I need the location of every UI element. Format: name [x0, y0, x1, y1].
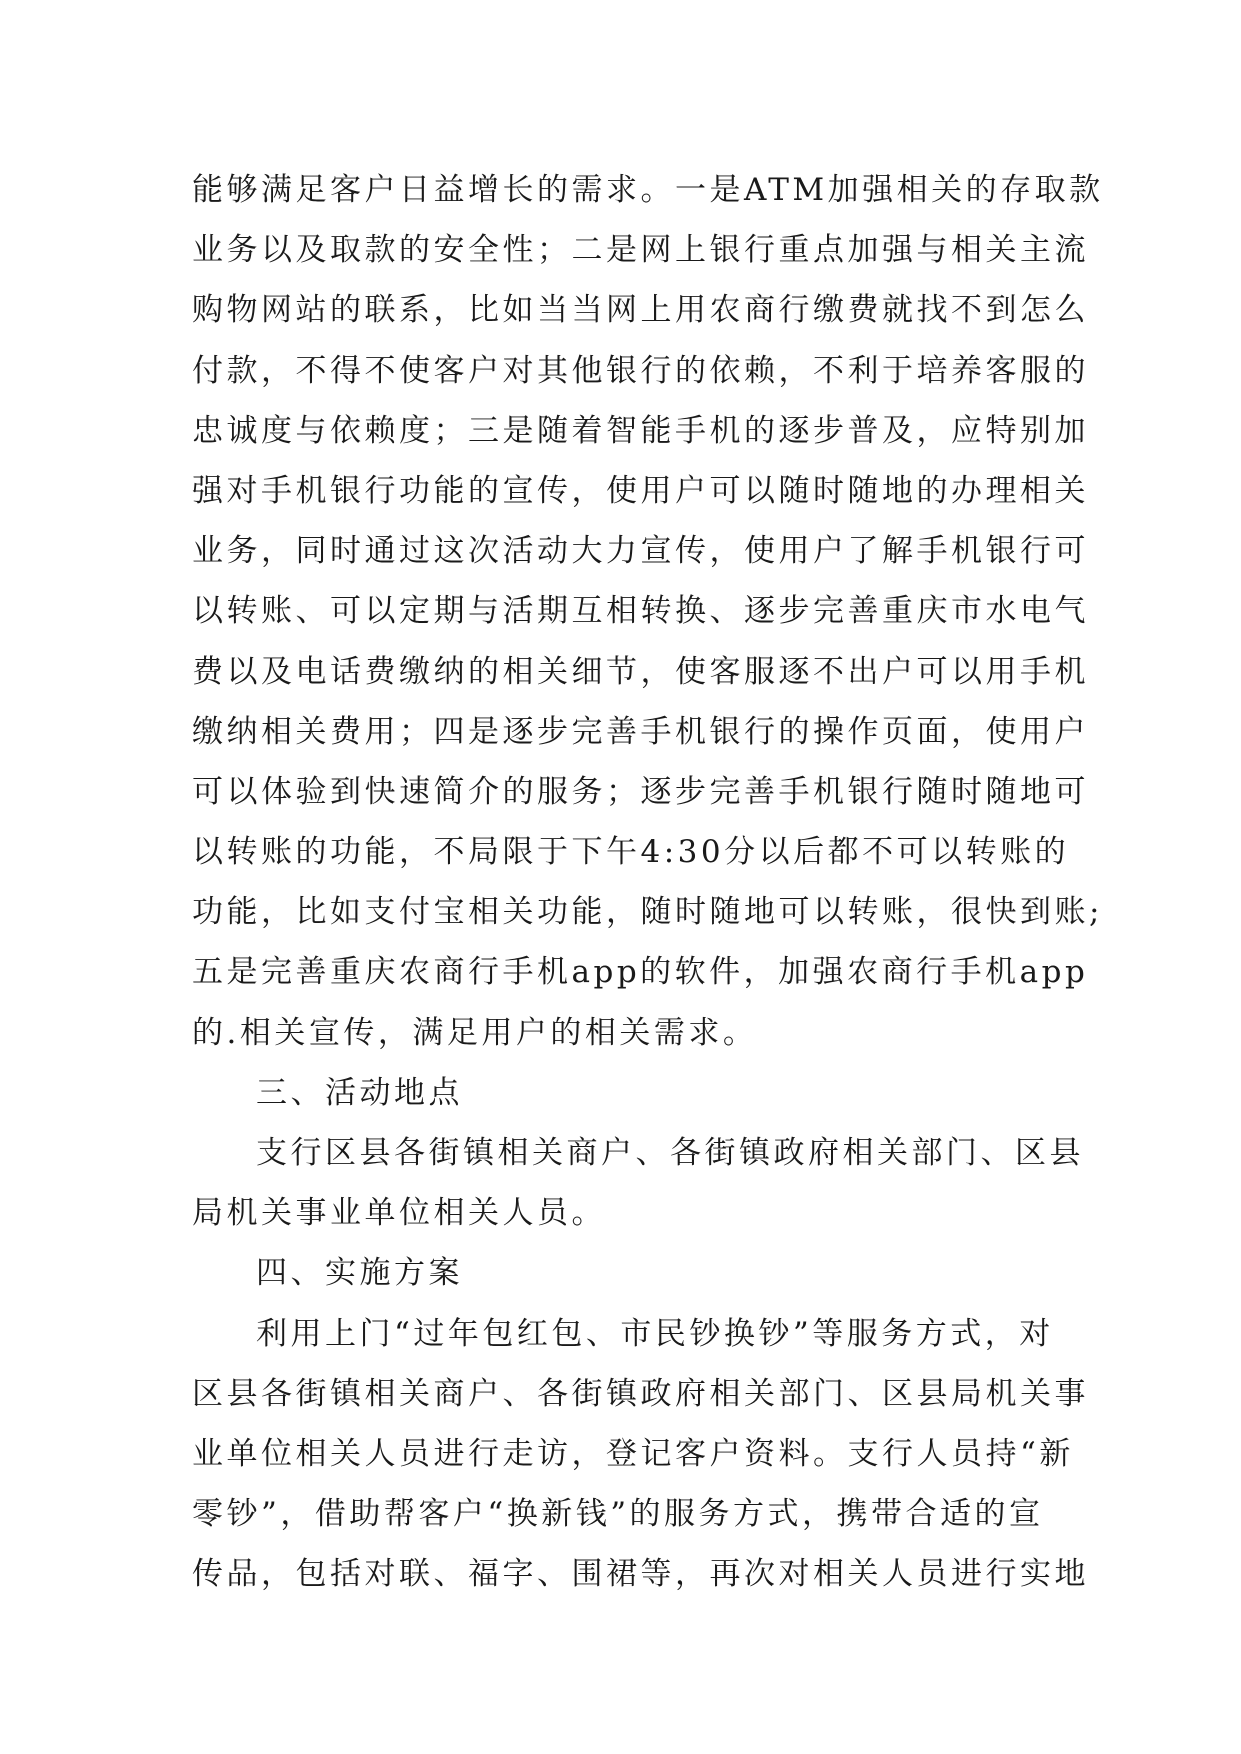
text-line: 五是完善重庆农商行手机app的软件，加强农商行手机app [192, 954, 1089, 991]
paragraph-first-line: 支行区县各街镇相关商户、各街镇政府相关部门、区县 [256, 1135, 1084, 1171]
text-line: 以转账、可以定期与活期互相转换、逐步完善重庆市水电气 [192, 593, 1089, 630]
body-text [192, 160, 1104, 1605]
paragraph-first-line: 利用上门“过年包红包、市民钞换钞”等服务方式，对 [256, 1315, 1054, 1352]
text-line: 费以及电话费缴纳的相关细节，使客服逐不出户可以用手机 [192, 653, 1089, 690]
text-line: 以转账的功能，不局限于下午4:30分以后都不可以转账的 [192, 834, 1070, 871]
section-heading: 三、活动地点 [256, 1074, 463, 1111]
text-line: 的.相关宣传，满足用户的相关需求。 [192, 1014, 758, 1051]
text-line: 区县各街镇相关商户、各街镇政府相关部门、区县局机关事 [192, 1375, 1089, 1412]
text-line: 零钞”，借助帮客户“换新钱”的服务方式，携带合适的宣 [192, 1496, 1044, 1533]
text-line: 付款，不得不使客户对其他银行的依赖，不利于培养客服的 [192, 352, 1089, 389]
section-heading: 四、实施方案 [256, 1255, 463, 1292]
text-line: 传品，包括对联、福字、围裙等，再次对相关人员进行实地 [192, 1556, 1089, 1593]
text-line: 缴纳相关费用；四是逐步完善手机银行的操作页面，使用户 [192, 713, 1089, 750]
text-line: 强对手机银行功能的宣传，使用户可以随时随地的办理相关 [192, 472, 1089, 509]
text-line: 能够满足客户日益增长的需求。一是ATM加强相关的存取款 [192, 172, 1104, 208]
text-line: 业单位相关人员进行走访，登记客户资料。支行人员持“新 [192, 1435, 1074, 1472]
text-line: 局机关事业单位相关人员。 [192, 1195, 606, 1232]
text-line: 功能，比如支付宝相关功能，随时随地可以转账，很快到账; [192, 894, 1103, 931]
text-line: 业务以及取款的安全性；二是网上银行重点加强与相关主流 [192, 232, 1089, 269]
text-line: 可以体验到快速简介的服务；逐步完善手机银行随时随地可 [192, 773, 1089, 810]
text-line: 购物网站的联系，比如当当网上用农商行缴费就找不到怎么 [192, 292, 1089, 329]
text-line: 忠诚度与依赖度；三是随着智能手机的逐步普及，应特别加 [192, 412, 1089, 449]
text-line: 业务，同时通过这次活动大力宣传，使用户了解手机银行可 [192, 533, 1089, 570]
